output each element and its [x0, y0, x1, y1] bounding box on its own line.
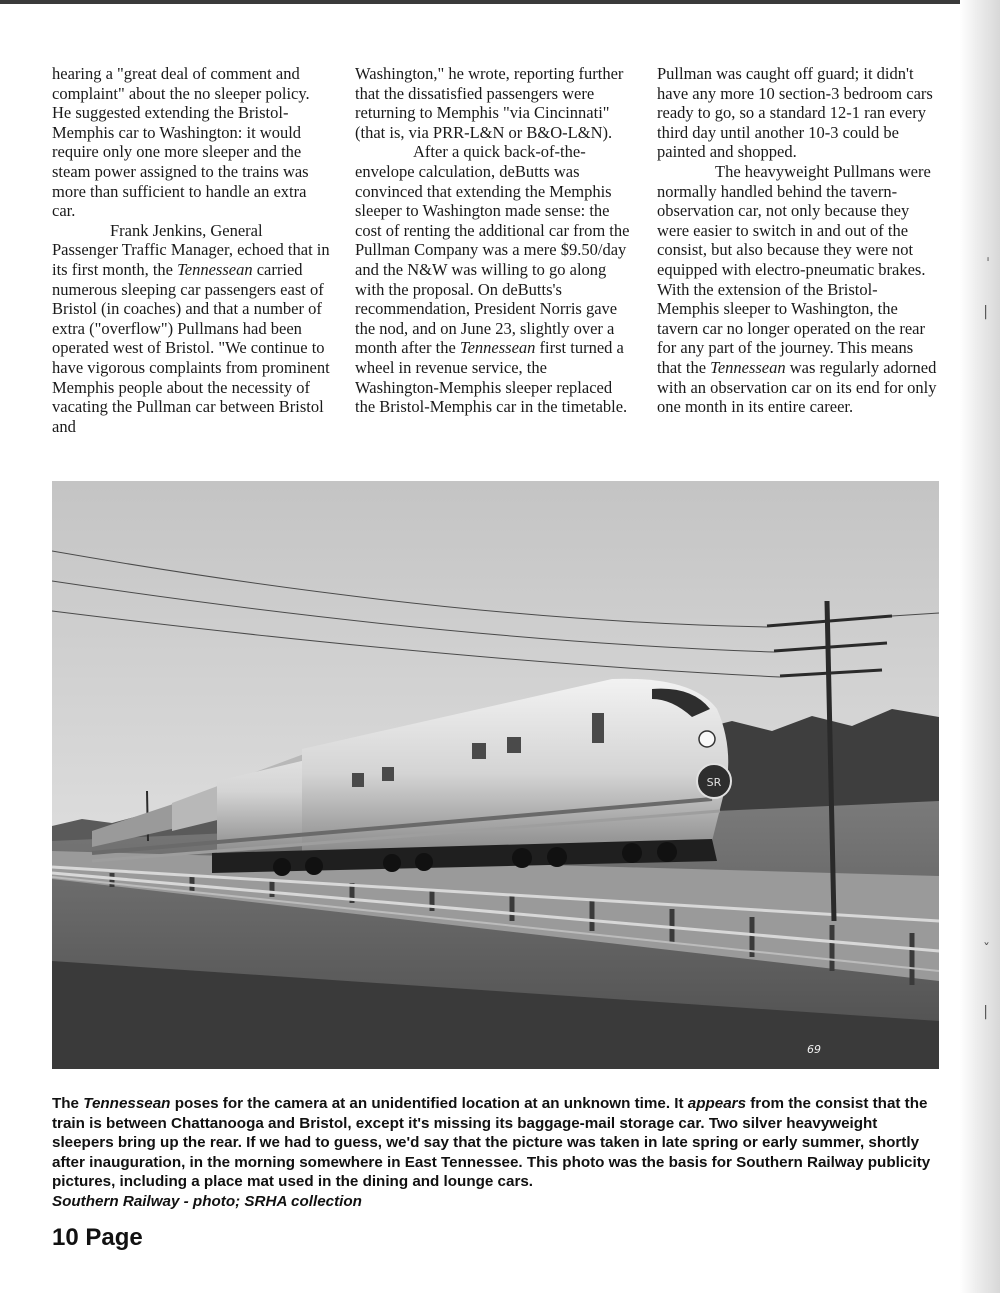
article-column-3: [657, 64, 937, 417]
article-column-1: [52, 64, 330, 436]
column-2-paragraph-1: [355, 64, 631, 142]
column-1-paragraph-1: [52, 64, 330, 221]
italic-text: Tennessean: [177, 259, 253, 279]
text-run: After a quick back-of-the-envelope calculation, deButts was convinced that extending the Memphis sleeper to Washington made sense: the cost of renting the additional car from the Pullman Company was a mere $9.50/day and the N&W was willing to go along with the proposal. On deButts's recommendation, President Norris gave the nod, and on June 23, slightly over a month after the: [355, 142, 630, 358]
page-number: 10 Page: [52, 1224, 143, 1251]
text-run: carried numerous sleeping car passengers east of Bristol (in coaches) and that a number of extra ("overflow") Pullmans had been operated west of Bristol. "We continue to have vigorous complaints from prominent Memphis people about the necessity of vacating the Pullman car between Bristol and: [52, 259, 330, 436]
top-rule: [0, 0, 1000, 4]
italic-text: Tennessean: [83, 1095, 171, 1112]
text-run: Pullman was caught off guard; it didn't have any more 10 section-3 bedroom cars ready to go, so a standard 12-1 ran every third day until another 10-3 could be painted and shopped.: [657, 64, 933, 162]
article-column-2: [355, 64, 631, 417]
text-run: hearing a "great deal of comment and complaint" about the no sleeper policy. He suggested extending the Bristol-Memphis car to Washington: it would require only one more sleeper and the steam power assigned to the trains was more than sufficient to handle an extra car.: [52, 64, 310, 221]
edge-mark: ˈ: [986, 256, 990, 272]
text-run: The: [52, 1095, 84, 1112]
column-1-paragraph-2: [52, 221, 330, 437]
text-run: The heavyweight Pullmans were normally handled behind the tavern-observation car, not only because they were easier to switch in and out of the consist, but also because they were not equipped with electro-pneumatic brakes. With the extension of the Bristol-Memphis sleeper to Washington, the tavern car no longer operated on the rear for any part of the journey. This means that the: [657, 161, 931, 377]
photo-negative-number: 69: [807, 1043, 821, 1056]
edge-mark: ˇ: [983, 942, 990, 958]
italic-text: appears: [687, 1095, 747, 1112]
text-run: first turned a wheel in revenue service, the Washington-Memphis sleeper replaced the Bristol-Memphis car in the timetable.: [355, 338, 628, 417]
train-photo: [52, 481, 939, 1069]
page-edge-shadow: [960, 0, 1000, 1293]
text-run: poses for the camera at an unidentified location at an unknown time. It: [170, 1095, 688, 1112]
column-2-paragraph-2: [355, 142, 631, 416]
column-3-paragraph-1: [657, 64, 937, 162]
text-run: Frank Jenkins, General Passenger Traffic Manager, echoed that in its first month, the: [52, 220, 330, 279]
edge-mark: |: [983, 304, 988, 320]
locomotive-herald-text: SR: [706, 776, 722, 789]
photo-caption: [52, 1094, 942, 1212]
italic-text: Tennessean: [459, 338, 536, 358]
column-3-paragraph-2: [657, 162, 937, 417]
text-run: was regularly adorned with an observation car on its end for only one month in its entire career.: [657, 357, 937, 417]
text-run: Washington," he wrote, reporting further that the dissatisfied passengers were returning to Memphis "via Cincinnati" (that is, via PRR-L&N or B&O-L&N).: [355, 64, 624, 142]
photo-credit: Southern Railway - photo; SRHA collection: [52, 1192, 362, 1210]
italic-text: Tennessean: [710, 357, 786, 377]
caption-text: [52, 1094, 942, 1192]
edge-mark: |: [983, 1004, 988, 1020]
text-run: from the consist that the train is between Chattanooga and Bristol, except it's missing its baggage-mail storage car. Two silver heavyweight sleepers bring up the rear. If we had to guess, we'd say that the picture was taken in late spring or early summer, shortly after inauguration, in the morning somewhere in East Tennessee. This photo was the basis for Southern Railway publicity pictures, including a place mat used in the dining and lounge cars.: [52, 1095, 931, 1191]
